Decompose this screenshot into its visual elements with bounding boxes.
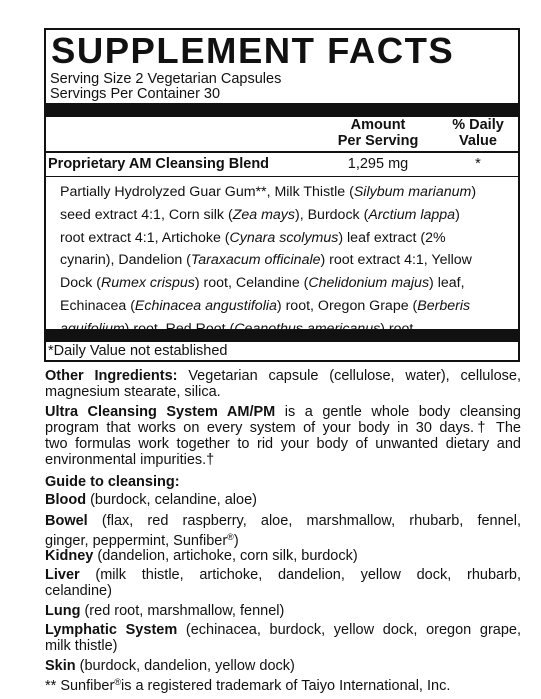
panel-title: SUPPLEMENT FACTS bbox=[51, 30, 455, 71]
guide-item-kidney: Kidney (dandelion, artichoke, corn silk, burdock) bbox=[45, 548, 358, 564]
blend-rule bbox=[46, 176, 518, 177]
footer-divider bbox=[46, 329, 518, 342]
ingredient-line: Echinacea (Echinacea angustifolia) root, Oregon Grape (Berberis bbox=[60, 297, 471, 314]
header-divider bbox=[46, 103, 518, 117]
serving-size: Serving Size 2 Vegetarian Capsules bbox=[50, 71, 282, 87]
ingredient-line: root extract 4:1, Artichoke (Cynara scolymus) leaf extract (2% bbox=[60, 229, 446, 246]
guide-item-skin: Skin (burdock, dandelion, yellow dock) bbox=[45, 658, 295, 674]
blend-name: Proprietary AM Cleansing Blend bbox=[48, 156, 270, 172]
dv-header-line2: Value bbox=[459, 133, 497, 149]
dv-header-line1: % Daily bbox=[452, 117, 504, 133]
daily-value-column-header bbox=[443, 117, 513, 149]
amount-header-line2: Per Serving bbox=[337, 133, 419, 149]
blend-amount: 1,295 mg bbox=[347, 156, 409, 172]
blend-daily-value: * bbox=[475, 156, 481, 172]
trademark-footnote: ** Sunfiber®is a registered trademark of Taiyo International, Inc. bbox=[45, 677, 451, 694]
amount-column-header bbox=[328, 117, 428, 149]
ingredient-line: seed extract 4:1, Corn silk (Zea mays), Burdock (Arctium lappa) bbox=[60, 206, 460, 223]
amount-header-line1: Amount bbox=[350, 117, 406, 133]
ingredient-line: cynarin), Dandelion (Taraxacum officinale) root extract 4:1, Yellow bbox=[60, 252, 472, 269]
other-ingredients: Other Ingredients: Vegetarian capsule (cellulose, water), cellulose, magnesium stearate, silica. bbox=[45, 368, 521, 400]
column-header-rule bbox=[46, 151, 518, 153]
other-ingredients-label: Other Ingredients: bbox=[45, 368, 178, 384]
guide-item-blood: Blood (burdock, celandine, aloe) bbox=[45, 492, 257, 508]
guide-item-lymphatic: Lymphatic System (echinacea, burdock, yellow dock, oregon grape, milk thistle) bbox=[45, 622, 522, 654]
guide-item-liver: Liver (milk thistle, artichoke, dandelion, yellow dock, rhubarb, celandine) bbox=[45, 567, 521, 599]
guide-item-lung: Lung (red root, marshmallow, fennel) bbox=[45, 603, 285, 619]
system-description: Ultra Cleansing System AM/PM is a gentle whole body cleansing program that works on every system of your body in 30 days.† The two formulas work together to rid your body of unwanted dietary and environmental impurities.† bbox=[45, 404, 521, 468]
servings-per-container: Servings Per Container 30 bbox=[50, 86, 221, 102]
system-name: Ultra Cleansing System AM/PM bbox=[45, 404, 276, 420]
supplement-facts-panel bbox=[44, 28, 520, 362]
blend-ingredients bbox=[60, 181, 520, 341]
ingredient-line: Partially Hydrolyzed Guar Gum**, Milk Thistle (Silybum marianum) bbox=[60, 184, 477, 200]
daily-value-footnote: *Daily Value not established bbox=[48, 343, 228, 359]
ingredient-line: Dock (Rumex crispus) root, Celandine (Chelidonium majus) leaf, bbox=[60, 275, 465, 292]
guide-item-bowel: Bowel (flax, red raspberry, aloe, marshmallow, rhubarb, fennel, ginger, peppermint, Sunfiber®) bbox=[45, 513, 521, 549]
guide-heading: Guide to cleansing: bbox=[45, 474, 180, 490]
